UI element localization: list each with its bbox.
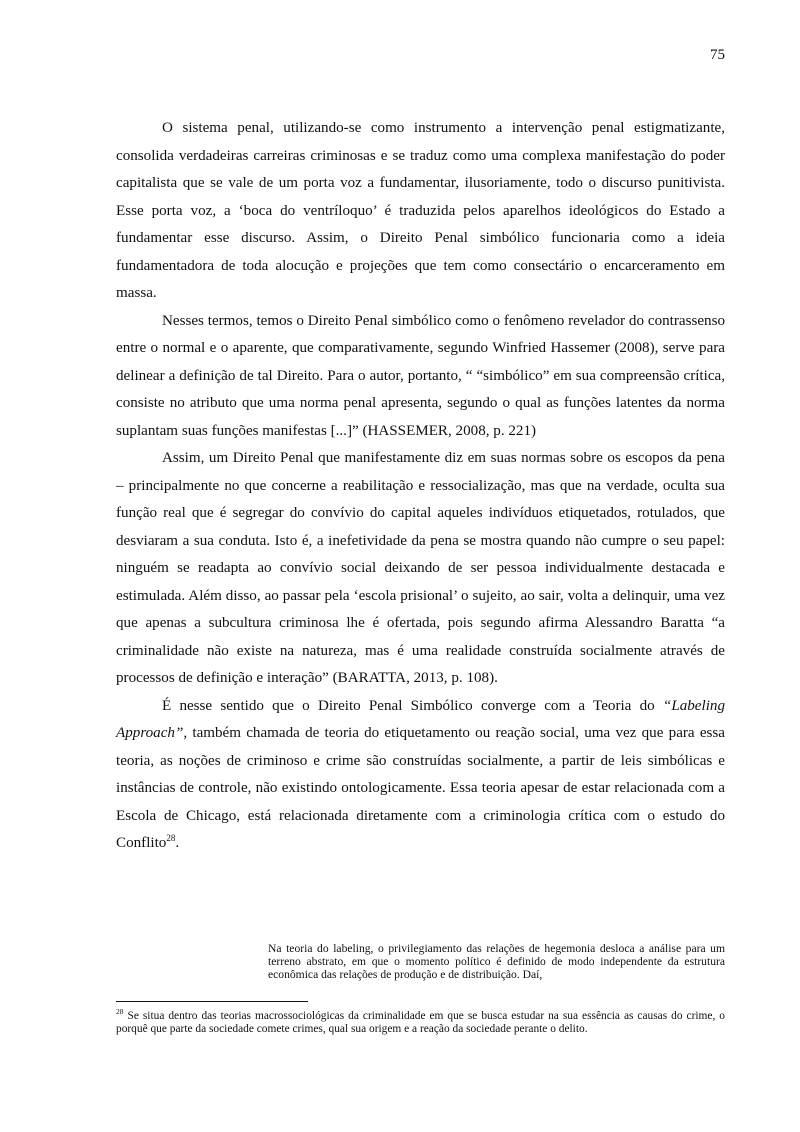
footnote-text: Se situa dentro das teorias macrossociológicas da criminalidade em que se busca estudar na sua essência as causas do crime, o porquê que parte da sociedade comete crimes, qual sua origem e a reação da sociedade perante o delito.: [116, 1010, 725, 1036]
paragraph-latent-functions: Assim, um Direito Penal que manifestamente diz em suas normas sobre os escopos da pena – principalmente no que concerne a reabilitação e ressocialização, mas que na verdade, oculta sua função real que é segregar do convívio do capital aqueles indivíduos etiquetados, rotulados, que desviaram a sua conduta. Isto é, a inefetividade da pena se mostra quando não cumpre o seu papel: ninguém se readapta ao convívio social deixando de ser pessoa individualmente destacada e estimulada. Além disso, ao passar pela ‘escola prisional’ o sujeito, ao sair, volta a delinquir, uma vez que apenas a subcultura criminosa lhe é ofertada, pois segundo afirma Alessandro Baratta “a criminalidade não existe na natureza, mas é uma realidade construída socialmente através de processos de definição e interação” (BARATTA, 2013, p. 108).: [116, 450, 725, 686]
paragraph-labeling-intro: É nesse sentido que o Direito Penal Simbólico converge com a Teoria do: [162, 697, 663, 714]
footnote-divider: [116, 1001, 308, 1002]
paragraph-labeling-rest: , também chamada de teoria do etiquetamento ou reação social, uma vez que para essa teoria, as noções de criminoso e crime são construídas socialmente, a partir de leis simbólicas e instâncias de controle, não existindo ontologicamente. Essa teoria apesar de estar relacionada com a Escola de Chicago, está relacionada diretamente com a criminologia crítica com o estudo do Conflito: [116, 725, 725, 851]
block-quote: Na teoria do labeling, o privilegiamento das relações de hegemonia desloca a análise para um terreno abstrato, em que o momento político é definido de modo independente da estrutura econômica das relações de produção e de distribuição. Daí,: [268, 942, 725, 982]
body-text: [116, 115, 725, 858]
paragraph-labeling-end: .: [175, 835, 180, 851]
paragraph-symbolic-penal-law: Nesses termos, temos o Direito Penal simbólico como o fenômeno revelador do contrassenso entre o normal e o aparente, que comparativamente, segundo Winfried Hassemer (2008), serve para delinear a definição de tal Direito. Para o autor, portanto, “ “simbólico” em sua compreensão crítica, consiste no atributo que uma norma penal apresenta, segundo o qual as funções latentes da norma suplantam suas funções manifestas [...]” (HASSEMER, 2008, p. 221): [116, 312, 725, 439]
paragraph-labeling-approach: [116, 693, 725, 858]
footnote-reference: 28: [166, 832, 176, 843]
paragraph-penal-system: O sistema penal, utilizando-se como instrumento a intervenção penal estigmatizante, consolida verdadeiras carreiras criminosas e se traduz como uma complexa manifestação do poder capitalista que se vale de um porta voz a fundamentar, ilusoriamente, todo o discurso punitivista. Esse porta voz, a ‘boca do ventríloquo’ é traduzida pelos aparelhos ideológicos do Estado a fundamentar esse discurso. Assim, o Direito Penal simbólico funcionaria como a ideia fundamentadora de toda alocução e projeções que tem como consectário o encarceramento em massa.: [116, 120, 725, 301]
page-number: 75: [710, 47, 725, 63]
labeling-approach-term: “Labeling Approach”: [116, 697, 725, 741]
footnote: [116, 1007, 725, 1036]
footnote-marker: 28: [116, 1007, 124, 1017]
